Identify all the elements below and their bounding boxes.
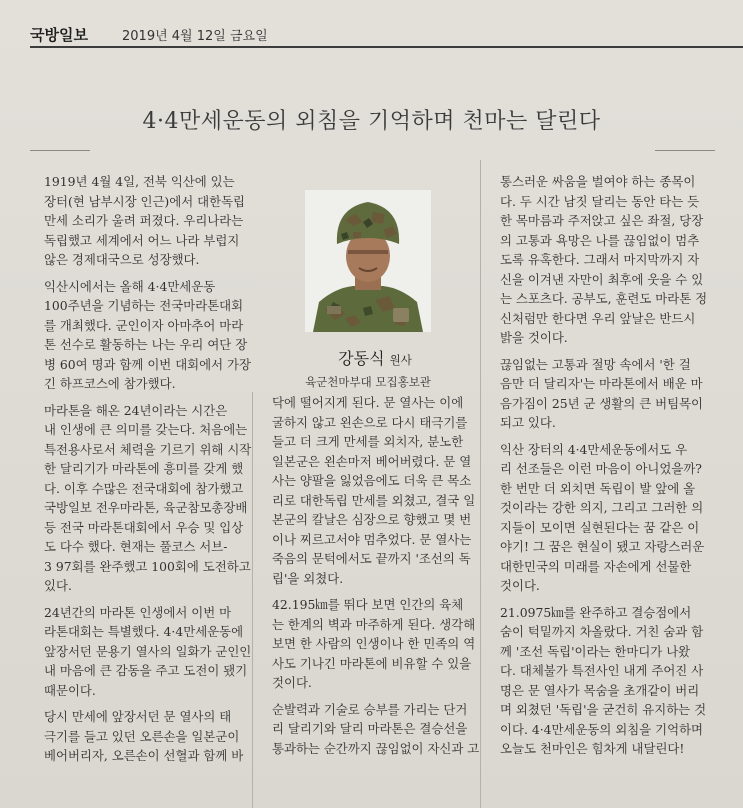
article-line: 3 97회를 완주했고 100회에 도전하고 bbox=[44, 558, 251, 574]
article-line: 때문이다. bbox=[44, 682, 96, 698]
article-line: 극기를 들고 있던 오른손을 일본군이 bbox=[44, 728, 240, 744]
article-line: 음가짐이 25년 군 생활의 큰 버팀목이 bbox=[500, 395, 704, 411]
article-paragraph bbox=[30, 707, 248, 766]
article-line: 신처럼만 한다면 우리 앞날은 반드시 bbox=[500, 310, 696, 326]
article-line: 내 마음에 큰 감동을 주고 도전이 됐기 bbox=[44, 663, 248, 678]
article-paragraph bbox=[486, 355, 716, 433]
author-name-text: 강동식 bbox=[338, 349, 385, 368]
article-line: 것이라는 강한 의지, 그리고 그러한 의 bbox=[500, 500, 704, 515]
article-line: 100주년을 기념하는 전국마라톤대회 bbox=[44, 298, 244, 313]
article-line: 야기! 그 꿈은 현실이 됐고 자랑스러운 bbox=[500, 539, 705, 554]
headline-rule-left bbox=[30, 150, 90, 151]
article-line: 긴 하프코스에 참가했다. bbox=[44, 376, 176, 391]
article-headline: 4·4만세운동의 외침을 기억하며 천마는 달린다 bbox=[142, 109, 601, 134]
masthead-rule bbox=[30, 46, 743, 48]
article-line: 를 개최했다. 군인이자 아마추어 마라 bbox=[44, 317, 244, 333]
article-line: 한 달리기가 마라톤에 흥미를 갖게 했 bbox=[44, 461, 244, 476]
article-line: 죽음의 문턱에서도 끝까지 '조선의 독 bbox=[272, 551, 471, 566]
author-photo bbox=[305, 190, 431, 332]
article-line: 독립했고 세계에서 어느 나라 부럽지 bbox=[44, 232, 240, 248]
article-paragraph bbox=[30, 172, 248, 270]
article-line: 립'을 외쳤다. bbox=[272, 570, 344, 586]
headline-rule-right bbox=[655, 150, 715, 151]
article-line: 며 외쳤던 '독립'을 굳건히 유지하는 것 bbox=[500, 702, 707, 717]
article-line: 리 선조들은 이런 마음이 아니었을까? bbox=[500, 461, 702, 476]
article-line: 다. 이후 수많은 전국대회에 참가했고 bbox=[44, 480, 244, 496]
article-line: 지들이 모이면 실현된다는 꿈 같은 이 bbox=[500, 519, 700, 535]
article-paragraph bbox=[486, 440, 716, 596]
article-line: 라톤대회는 특별했다. 4·4만세운동에 bbox=[44, 624, 244, 639]
article-paragraph bbox=[486, 172, 716, 348]
article-line: 24년간의 마라톤 인생에서 이번 마 bbox=[44, 604, 232, 620]
article-line: 것이다. bbox=[500, 578, 540, 593]
author-role: 육군천마부대 모집홍보관 bbox=[305, 375, 431, 389]
article-line: 다. 대체불가 특전사인 내게 주어진 사 bbox=[500, 663, 704, 678]
article-line: 음만 더 달리자'는 마라톤에서 배운 마 bbox=[500, 376, 703, 391]
article-line: 통스러운 싸움을 벌여야 하는 종목이 bbox=[500, 174, 696, 189]
article-paragraph bbox=[486, 603, 716, 759]
article-line: 내 인생에 큰 의미를 갖는다. 처음에는 bbox=[44, 422, 248, 437]
article-line: 병 60여 명과 함께 이번 대회에서 가장 bbox=[44, 356, 251, 372]
column-divider bbox=[252, 392, 253, 808]
article-line: 명은 문 열사가 목숨을 초개같이 버리 bbox=[500, 682, 700, 698]
article-line: 있다. bbox=[44, 578, 72, 593]
article-line: 한 목마름과 주저앉고 싶은 좌절, 당장 bbox=[500, 213, 704, 228]
article-line: 대한민국의 미래를 자손에게 선물한 bbox=[500, 558, 692, 574]
article-column-3 bbox=[486, 172, 716, 759]
article-line: 신을 이겨낸 자만이 최후에 웃을 수 있 bbox=[500, 271, 704, 287]
article-paragraph bbox=[258, 595, 476, 693]
article-line: 이다. 4·4만세운동의 외침을 기억하며 bbox=[500, 721, 704, 737]
article-line: 베어버리자, 오른손이 선혈과 함께 바 bbox=[44, 748, 244, 763]
article-line: 다. 두 시간 남짓 달리는 동안 타는 듯 bbox=[500, 193, 700, 209]
article-line: 사도 기나긴 마라톤에 비유할 수 있을 bbox=[272, 655, 472, 671]
article-line: 끊임없는 고통과 절망 속에서 '한 걸 bbox=[500, 356, 691, 372]
article-line: 것이다. bbox=[272, 675, 312, 690]
article-column-1 bbox=[30, 172, 252, 766]
article-line: 본군의 칼날은 심장으로 향했고 몇 번 bbox=[272, 512, 472, 527]
author-name bbox=[305, 346, 445, 369]
article-line: 굴하지 않고 왼손으로 다시 태극기를 bbox=[272, 414, 468, 430]
article-line: 일본군은 왼손마저 베어버렸다. 문 열 bbox=[272, 453, 472, 469]
article-line: 특전용사로서 체력을 기르기 위해 시작 bbox=[44, 441, 252, 457]
article-line: 42.195㎞를 뛰다 보면 인간의 육체 bbox=[272, 597, 464, 612]
article-line: 익산시에서는 올해 4·4만세운동 bbox=[44, 278, 216, 294]
article-line: 마라톤을 해온 24년이라는 시간은 bbox=[44, 402, 228, 418]
article-line: 장터(현 남부시장 인근)에서 대한독립 bbox=[44, 193, 246, 209]
article-line: 톤 선수로 활동하는 나는 우리 여단 장 bbox=[44, 337, 248, 352]
soldier-portrait-icon bbox=[305, 190, 431, 332]
article-line: 숨이 턱밑까지 차올랐다. 거친 숨과 함 bbox=[500, 624, 704, 639]
column-divider bbox=[480, 160, 481, 808]
masthead bbox=[30, 22, 743, 52]
author-rank: 원사 bbox=[389, 353, 412, 367]
article-line: 리 달리기와 달리 마라톤은 결승선을 bbox=[272, 721, 468, 736]
article-line: 리로 대한독립 만세를 외쳤고, 결국 일 bbox=[272, 492, 476, 508]
article-line: 당시 만세에 앞장서던 문 열사의 태 bbox=[44, 709, 232, 724]
article-line: 밝을 것이다. bbox=[500, 330, 568, 345]
article-paragraph bbox=[30, 277, 251, 394]
article-line: 한 번만 더 외치면 독립이 발 앞에 올 bbox=[500, 480, 696, 496]
article-line: 이나 찌르고서야 멈추었다. 문 열사는 bbox=[272, 531, 472, 547]
article-column-2 bbox=[258, 393, 480, 758]
article-line: 닥에 떨어지게 된다. 문 열사는 이에 bbox=[272, 395, 464, 410]
article-line: 들고 더 크게 만세를 외치자, 분노한 bbox=[272, 434, 464, 449]
article-line: 통과하는 순간까지 끊임없이 자신과 고 bbox=[272, 740, 480, 756]
article-line: 도 다수 했다. 현재는 풀코스 서브- bbox=[44, 539, 228, 554]
article-line: 되고 있다. bbox=[500, 415, 556, 430]
article-line: 께 '조선 독립'이라는 한마디가 나왔 bbox=[500, 643, 691, 659]
article-line: 보면 한 사람의 인생이나 한 민족의 역 bbox=[272, 636, 476, 651]
article-paragraph bbox=[30, 401, 252, 596]
newspaper-logo: 국방일보 bbox=[30, 26, 88, 44]
article-paragraph bbox=[258, 393, 476, 588]
article-line: 21.0975㎞를 완주하고 결승점에서 bbox=[500, 604, 692, 620]
article-line: 등 전국 마라톤대회에서 우승 및 입상 bbox=[44, 519, 244, 535]
article-paragraph bbox=[258, 700, 480, 759]
article-line: 는 스포츠다. 공부도, 훈련도 마라톤 정 bbox=[500, 291, 708, 306]
article-line: 앞장서던 문용기 열사의 일화가 군인인 bbox=[44, 643, 252, 659]
article-line: 순발력과 기술로 승부를 가리는 단거 bbox=[272, 701, 468, 717]
article-line: 않은 경제대국으로 성장했다. bbox=[44, 252, 200, 267]
article-line: 익산 장터의 4·4만세운동에서도 우 bbox=[500, 441, 688, 457]
publication-date: 2019년 4월 12일 금요일 bbox=[122, 29, 268, 44]
article-line: 오늘도 천마인은 힘차게 내달린다! bbox=[500, 741, 685, 756]
article-line: 1919년 4월 4일, 전북 익산에 있는 bbox=[44, 174, 235, 189]
article-line: 의 고통과 욕망은 나를 끊임없이 멈추 bbox=[500, 232, 700, 248]
article-line: 는 한계의 벽과 마주하게 된다. 생각해 bbox=[272, 616, 476, 632]
article-line: 국방일보 전우마라톤, 육군참모총장배 bbox=[44, 500, 248, 515]
article-line: 사는 양팔을 잃었음에도 더욱 큰 목소 bbox=[272, 473, 472, 488]
article-paragraph bbox=[30, 603, 252, 701]
article-line: 만세 소리가 울려 퍼졌다. 우리나라는 bbox=[44, 213, 244, 228]
article-line: 도록 유혹한다. 그래서 마지막까지 자 bbox=[500, 252, 700, 267]
